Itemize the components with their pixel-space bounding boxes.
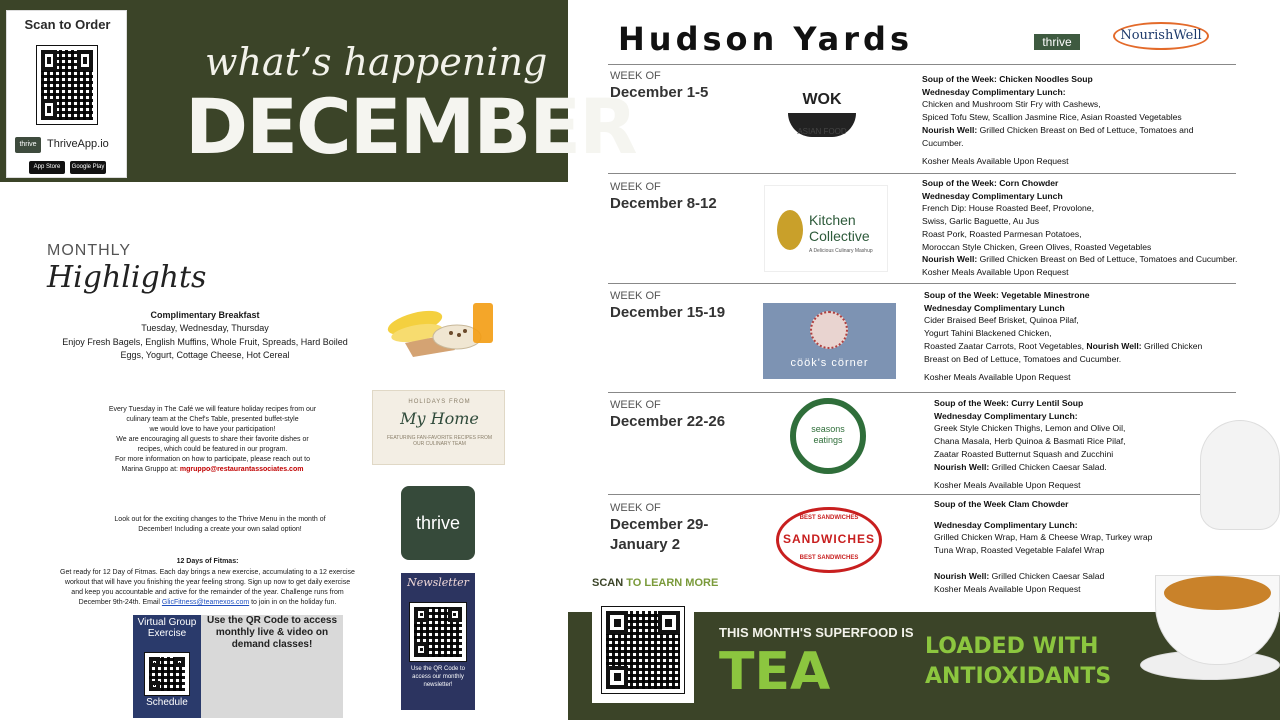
- kosher-note: Kosher Meals Available Upon Request: [922, 266, 1069, 277]
- highlights-heading: Highlights: [47, 260, 207, 295]
- app-store-badge[interactable]: App Store: [29, 161, 65, 174]
- week-menu: [922, 73, 1252, 168]
- tagline-line-1: LOADED WITH: [925, 634, 1099, 659]
- thrive-logo: thrive: [401, 486, 475, 560]
- virtual-qr-code[interactable]: [145, 653, 189, 695]
- holidays-from-my-home-card: [372, 390, 505, 465]
- lunch-line: Swiss, Garlic Baguette, Au Jus: [922, 216, 1040, 227]
- seasons-logo-text: seasons eatings: [811, 424, 845, 445]
- week-menu: [934, 397, 1234, 492]
- sandwich-logo-top: BEST SANDWICHES: [799, 515, 859, 521]
- lunch-line: Tuna Wrap, Roasted Vegetable Falafel Wrap: [934, 545, 1105, 556]
- utensils-icon: [777, 210, 803, 250]
- holiday-contact: Marina Gruppo at:: [121, 466, 180, 473]
- lunch-line: Chicken and Mushroom Stir Fry with Cashews,: [922, 99, 1101, 110]
- fitmas-body: Get ready for 12 Day of Fitmas. Each day brings a new exercise, accumulating to a 12 exercise workout that will have you finishing the year feeling strong. Sign up now to get daily exercise and keep you accountable and active for the remainder of the year. Challenge runs from December 9th-24th. Email: [60, 569, 355, 606]
- week-of-label: WEEK OF: [610, 181, 661, 193]
- qr-finder: [41, 99, 57, 120]
- newsletter-qr-code[interactable]: [410, 603, 466, 661]
- holiday-card-top: HOLIDAYS FROM: [408, 399, 471, 405]
- week-date: December 15-19: [610, 304, 726, 321]
- nourish-item: Grilled Chicken Breast on Bed of Lettuce, Tomatoes and Cucumber.: [924, 340, 1203, 364]
- week-date: December 22-26: [610, 413, 726, 430]
- best-sandwiches-logo: [776, 507, 882, 573]
- kosher-note: Kosher Meals Available Upon Request: [934, 480, 1081, 491]
- cooks-corner-logo: [763, 303, 896, 379]
- fitmas-title: 12 Days of Fitmas:: [176, 558, 239, 565]
- soup-line: [934, 498, 1214, 511]
- qr-finder: [658, 611, 680, 634]
- teapot-illustration: [1200, 420, 1280, 530]
- sandwich-logo-bottom: BEST SANDWICHES: [799, 555, 859, 561]
- nourish-line: [922, 253, 1280, 266]
- scan-to-order-title: Scan to Order: [24, 17, 111, 32]
- lunch-line: Spiced Tofu Stew, Scallion Jasmine Rice, Asian Roasted Vegetables: [922, 112, 1182, 123]
- qr-finder: [414, 607, 428, 622]
- soup-name: Chicken Noodles Soup: [999, 74, 1093, 84]
- location-title: Hudson Yards: [618, 20, 913, 58]
- week-of-label: WEEK OF: [610, 399, 661, 411]
- week-of-label: WEEK OF: [610, 290, 661, 302]
- lunch-label: Wednesday Complimentary Lunch: [922, 190, 1063, 201]
- holiday-recipes-text: [95, 405, 330, 475]
- breakfast-illustration: [385, 295, 500, 360]
- nourish-item: Grilled Chicken Breast on Bed of Lettuce, Tomatoes and Cucumber.: [979, 254, 1238, 265]
- lunch-label: Wednesday Complimentary Lunch: [924, 302, 1065, 313]
- qr-finder: [414, 642, 428, 657]
- scan-word: SCAN: [592, 577, 627, 589]
- week-of-label: WEEK OF: [610, 502, 661, 514]
- nourish-label: Nourish Well:: [934, 461, 992, 472]
- soup-label: Soup of the Week: [934, 499, 1009, 509]
- lunch-line: French Dip: House Roasted Beef, Provolone,: [922, 203, 1094, 214]
- soup-name: Curry Lentil Soup: [1011, 398, 1084, 408]
- superfood-tagline: [925, 632, 1111, 692]
- lunch-label: Wednesday Complimentary Lunch:: [922, 86, 1066, 97]
- tagline-line-2: ANTIOXIDANTS: [925, 664, 1112, 689]
- monthly-label: MONTHLY: [47, 242, 132, 259]
- kosher-note: Kosher Meals Available Upon Request: [924, 372, 1071, 383]
- soup-line: [924, 289, 1224, 302]
- soup-label: Soup of the Week:: [922, 178, 1000, 188]
- holiday-contact-line: [95, 465, 330, 475]
- scan-to-order-card[interactable]: [6, 10, 127, 178]
- wok-logo: [760, 67, 884, 166]
- week-date: December 1-5: [610, 84, 709, 101]
- qr-finder: [174, 657, 185, 667]
- lunch-line: Chana Masala, Herb Quinoa & Basmati Rice Pilaf,: [934, 436, 1126, 447]
- nourishwell-brand-logo: NourishWell: [1113, 22, 1209, 50]
- wok-logo-sub: ASIAN FOOD: [797, 127, 847, 136]
- holiday-line: We are encouraging all guests to share their favorite dishes or: [116, 436, 309, 443]
- google-play-badge[interactable]: Google Play: [70, 161, 106, 174]
- month-heading: DECEMBER: [185, 82, 636, 171]
- lunch-line: Greek Style Chicken Thighs, Lemon and Olive Oil,: [934, 423, 1126, 434]
- holiday-line: we would love to have your participation!: [149, 426, 276, 433]
- lunch-label: Wednesday Complimentary Lunch:: [934, 410, 1078, 421]
- breakfast-days: Tuesday, Wednesday, Thursday: [141, 323, 269, 333]
- kitchen-logo-sub: A Delicious Culinary Mashup: [809, 248, 873, 254]
- holiday-line: For more information on how to participate, please reach out to: [115, 456, 310, 463]
- lunch-line: Roast Pork, Roasted Parmesan Potatoes,: [922, 228, 1082, 239]
- divider: [608, 494, 1236, 495]
- virtual-schedule: Schedule: [146, 697, 188, 708]
- soup-line: [922, 177, 1280, 190]
- fitmas-email-link[interactable]: GlicFitness@teamexos.com: [161, 599, 250, 606]
- nourish-item: Grilled Chicken Caesar Salad.: [991, 461, 1107, 472]
- nourish-item: Grilled Chicken Caesar Salad: [991, 570, 1105, 581]
- breakfast-description: Enjoy Fresh Bagels, English Muffins, Whole Fruit, Spreads, Hard Boiled Eggs, Yogurt, Cottage Cheese, Hot Cereal: [62, 337, 348, 360]
- week-of-label: WEEK OF: [610, 70, 661, 82]
- qr-finder: [77, 50, 93, 71]
- nourish-item: Grilled Chicken Breast on Bed of Lettuce, Tomatoes and Cucumber.: [922, 124, 1194, 148]
- soup-label: Soup of the Week:: [922, 74, 1000, 84]
- fitmas-end: to join in on the holiday fun.: [249, 599, 337, 606]
- lunch-nourish-line: [924, 340, 1204, 365]
- nourish-line: [922, 124, 1212, 149]
- kosher-note: Kosher Meals Available Upon Request: [922, 156, 1069, 167]
- soup-name: Clam Chowder: [1008, 499, 1069, 509]
- holiday-card-sub: FEATURING FAN-FAVORITE RECIPES FROM OUR CULINARY TEAM: [386, 435, 493, 447]
- qr-finder: [41, 50, 57, 71]
- thrive-app-icon: thrive: [15, 137, 41, 153]
- week-menu: [922, 177, 1280, 279]
- newsletter-card[interactable]: [401, 573, 475, 710]
- whats-happening-heading: what’s happening: [205, 40, 548, 84]
- virtual-group-exercise-card[interactable]: [133, 615, 343, 718]
- spice-ball-icon: [810, 311, 848, 349]
- nourish-label: Nourish Well:: [922, 254, 980, 265]
- lunch-line: Yogurt Tahini Blackened Chicken,: [924, 328, 1052, 339]
- soup-label: Soup of the Week:: [924, 290, 1002, 300]
- holiday-email-link[interactable]: mgruppo@restaurantassociates.com: [179, 466, 304, 473]
- qr-finder: [606, 611, 628, 634]
- holiday-card-title: My Home: [400, 409, 479, 428]
- week-date: January 2: [610, 536, 681, 553]
- newsletter-text: Use the QR Code to access our monthly newsletter!: [410, 666, 466, 688]
- holiday-line: recipes, which could be featured in our program.: [137, 446, 288, 453]
- divider: [608, 283, 1236, 284]
- superfood-qr-card[interactable]: [592, 597, 694, 703]
- week-date: December 29-: [610, 516, 709, 533]
- week-menu: [924, 289, 1224, 384]
- virtual-panel: [133, 615, 201, 718]
- virtual-title: Virtual Group Exercise: [137, 617, 197, 639]
- newsletter-title: Newsletter: [407, 576, 469, 589]
- thrive-app-url[interactable]: ThriveApp.io: [47, 138, 109, 150]
- breakfast-title: Complimentary Breakfast: [150, 310, 260, 320]
- soup-label: Soup of the Week:: [934, 398, 1012, 408]
- lunch-line: Zaatar Roasted Butternut Squash and Zucchini: [934, 448, 1114, 459]
- cooks-logo-text: cöök's cörner: [790, 357, 869, 369]
- nourish-label: Nourish Well:: [934, 570, 992, 581]
- qr-finder: [448, 607, 462, 622]
- nourish-label: Nourish Well:: [922, 124, 980, 135]
- lunch-line: Grilled Chicken Wrap, Ham & Cheese Wrap, Turkey wrap: [934, 532, 1153, 543]
- sandwich-logo-text: SANDWICHES: [782, 532, 875, 546]
- week-date: December 8-12: [610, 195, 717, 212]
- soup-name: Corn Chowder: [999, 178, 1059, 188]
- superfood-qr-code[interactable]: [602, 607, 684, 693]
- superfood-label: THIS MONTH'S SUPERFOOD IS: [719, 625, 914, 640]
- soup-line: [922, 73, 1252, 86]
- lunch-line: Cider Braised Beef Brisket, Quinoa Pilaf,: [924, 315, 1079, 326]
- thrive-menu-text: Look out for the exciting changes to the Thrive Menu in the month of December! Including a create your own salad option!: [114, 516, 326, 533]
- scan-to-learn-more: [592, 577, 718, 589]
- scan-rest: TO LEARN MORE: [626, 577, 719, 589]
- divider: [608, 392, 1236, 393]
- virtual-use-text: Use the QR Code to access monthly live & video on demand classes!: [206, 615, 338, 650]
- lunch-label: Wednesday Complimentary Lunch:: [934, 519, 1078, 530]
- order-qr-code[interactable]: [37, 46, 97, 124]
- nourish-line: [934, 461, 1234, 474]
- divider: [608, 64, 1236, 65]
- fitmas-text: [60, 568, 355, 608]
- seasons-eatings-logo: [790, 398, 866, 474]
- holiday-line: Every Tuesday in The Café we will feature holiday recipes from our: [108, 406, 317, 413]
- lunch-line: Moroccan Style Chicken, Green Olives, Roasted Vegetables: [922, 241, 1152, 252]
- lunch-line: Roasted Zaatar Carrots, Root Vegetables,: [924, 340, 1087, 351]
- qr-finder: [149, 657, 160, 667]
- holiday-line: culinary team at the Chef's Table, presented buffet-style: [126, 416, 299, 423]
- kitchen-logo-text: Kitchen Collective: [809, 212, 870, 244]
- soup-line: [934, 397, 1234, 410]
- soup-name: Vegetable Minestrone: [1001, 290, 1090, 300]
- tea-liquid: [1164, 576, 1271, 610]
- qr-finder: [149, 681, 160, 691]
- superfood-name: TEA: [719, 642, 831, 702]
- nourish-label: Nourish Well:: [1086, 340, 1145, 351]
- kitchen-collective-logo: [764, 185, 888, 272]
- thrive-brand-logo: thrive: [1034, 34, 1080, 50]
- divider: [608, 173, 1236, 174]
- kosher-note: Kosher Meals Available Upon Request: [934, 583, 1081, 594]
- qr-finder: [606, 666, 628, 689]
- wok-logo-text: WOK: [802, 91, 842, 108]
